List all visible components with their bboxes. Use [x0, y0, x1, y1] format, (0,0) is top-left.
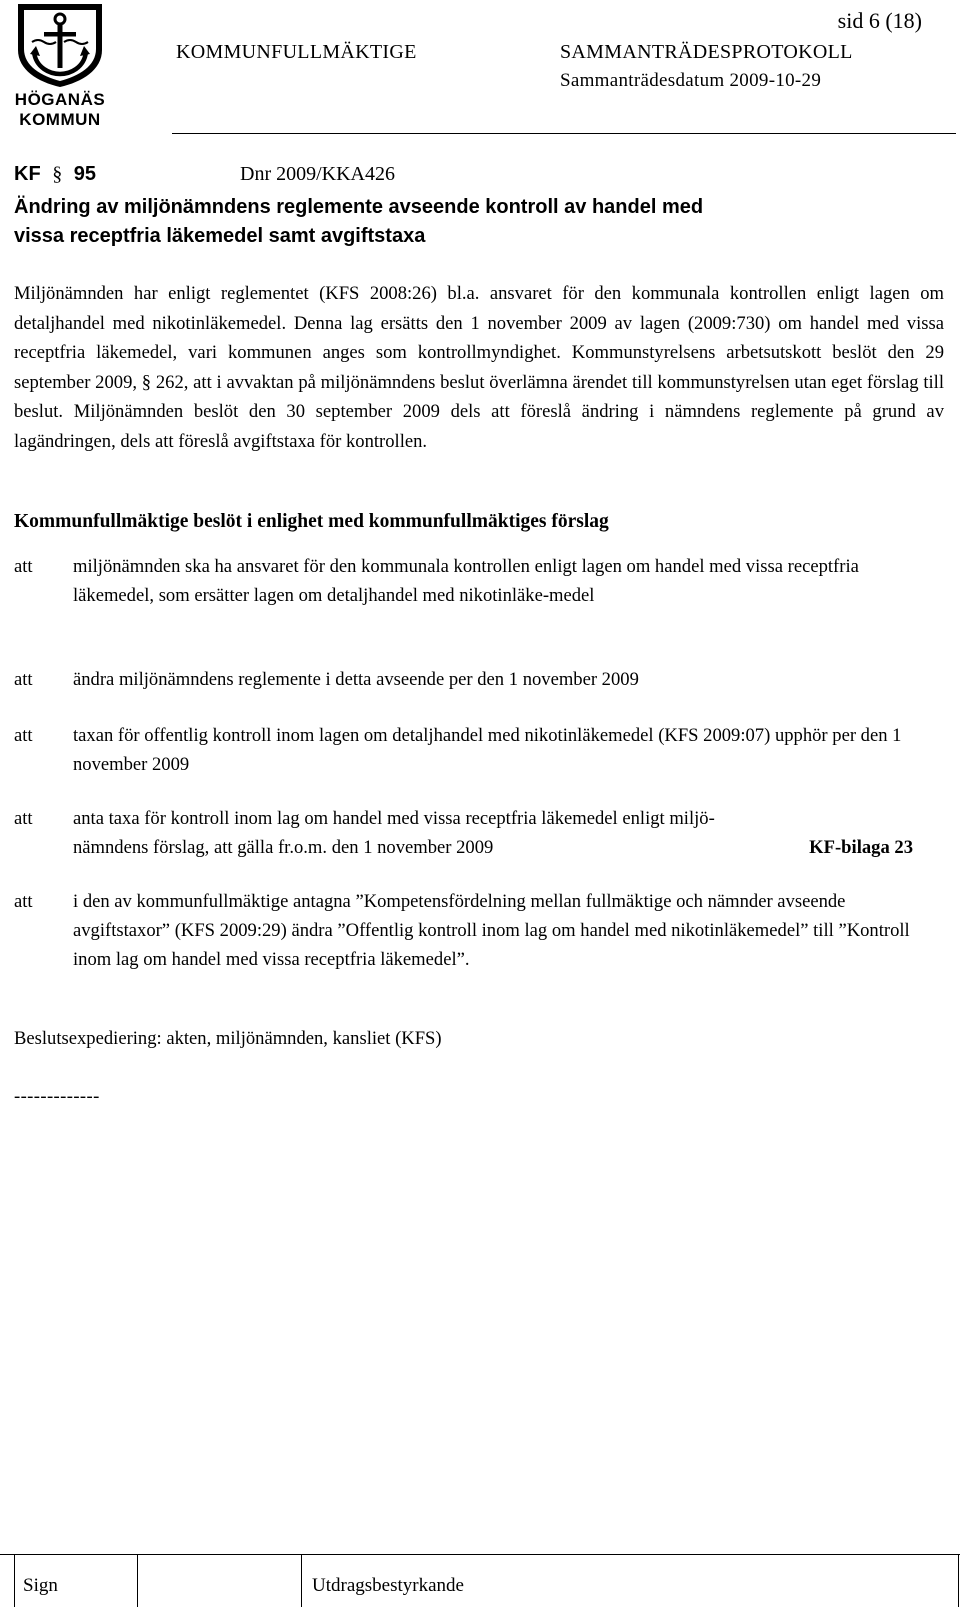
att-label-1: att [14, 556, 33, 577]
item-prefix: KF [14, 163, 41, 185]
certified-cell [302, 1555, 959, 1607]
decision-item-4-line2 [73, 833, 913, 862]
decision-item-4 [73, 804, 913, 862]
decision-item-4-line2-text: nämndens förslag, att gälla fr.o.m. den 1 november 2009 [73, 837, 494, 858]
att-label-2: att [14, 669, 33, 690]
attachment-reference: KF-bilaga 23 [809, 837, 913, 858]
sign-field-1 [137, 1555, 302, 1607]
decision-item-2: ändra miljönämndens reglemente i detta avseende per den 1 november 2009 [73, 669, 639, 690]
background-text: Miljönämnden har enligt reglementet (KFS 2008:26) bl.a. ansvaret för den kommunala kontrollen enligt lagen om detaljhandel med nikotinläkemedel. Denna lag ersätts den 1 november 2009 av lagen (2009:730) om handel med vissa receptfria läkemedel, vari kommunen anges som kontrollmyndighet. Kommunstyrelsens arbetsutskott beslöt den 29 september 2009, § 262, att i avvaktan på miljönämndens beslut överlämna ärendet till kommunstyrelsen utan eget förslag till beslut. Miljönämnden beslöt den 30 september 2009 dels att föreslå ändring i nämndens reglemente på grund av lagändringen, dels att föreslå avgiftstaxa för kontrollen. [14, 283, 944, 452]
decision-item-5: i den av kommunfullmäktige antagna ”Kompetensfördelning mellan fullmäktige och nämnder avseende avgiftstaxor” (KFS 2009:29) ändra ”Offentlig kontroll inom lag om handel med nikotinläkemedel” till ”Kontroll inom lag om handel med vissa receptfria läkemedel”. [73, 891, 910, 970]
logo-text-hoganas: HÖGANÄS [14, 90, 106, 109]
protocol-title: SAMMANTRÄDESPROTOKOLL [560, 41, 853, 63]
page-number: sid 6 (18) [837, 8, 922, 33]
decision-item-4-line1: anta taxa för kontroll inom lag om handel med vissa receptfria läkemedel enligt miljö- [73, 808, 715, 829]
item-number [14, 163, 96, 186]
att-label-3: att [14, 725, 33, 746]
item-title-line2: vissa receptfria läkemedel samt avgiftstaxa [14, 225, 426, 247]
section-sign: § [52, 163, 63, 185]
header-divider [172, 133, 956, 134]
meeting-date: Sammanträdesdatum 2009-10-29 [560, 70, 822, 91]
att-label-5: att [14, 891, 33, 912]
separator-line: ------------- [14, 1086, 100, 1107]
logo-text-kommun: KOMMUN [19, 110, 101, 129]
att-label-4: att [14, 808, 33, 829]
decision-item-3: taxan för offentlig kontroll inom lagen om detaljhandel med nikotinläkemedel (KFS 2009:07) upphör per den 1 november 2009 [73, 725, 902, 775]
decision-heading: Kommunfullmäktige beslöt i enlighet med kommunfullmäktiges förslag [14, 511, 609, 532]
council-name: KOMMUNFULLMÄKTIGE [176, 41, 417, 63]
diary-number: Dnr 2009/KKA426 [240, 163, 395, 185]
decision-item-1: miljönämnden ska ha ansvaret för den kommunala kontrollen enligt lagen om handel med vissa receptfria läkemedel, som ersätter lagen om detaljhandel med nikotinläke-medel [73, 556, 859, 606]
background-paragraph [14, 279, 944, 456]
item-number-value: 95 [73, 163, 97, 185]
municipality-logo [10, 2, 110, 132]
signature-row [0, 1554, 960, 1608]
sign-label: Sign [23, 1575, 58, 1596]
signature-spacer [0, 1555, 14, 1607]
item-title-line1: Ändring av miljönämndens reglemente avseende kontroll av handel med [14, 196, 704, 218]
certified-label: Utdragsbestyrkande [312, 1575, 464, 1596]
distribution-list: Beslutsexpediering: akten, miljönämnden, kansliet (KFS) [14, 1028, 442, 1049]
item-title [14, 193, 914, 251]
sign-cell [14, 1555, 138, 1607]
anchor-shield-icon [10, 2, 110, 88]
